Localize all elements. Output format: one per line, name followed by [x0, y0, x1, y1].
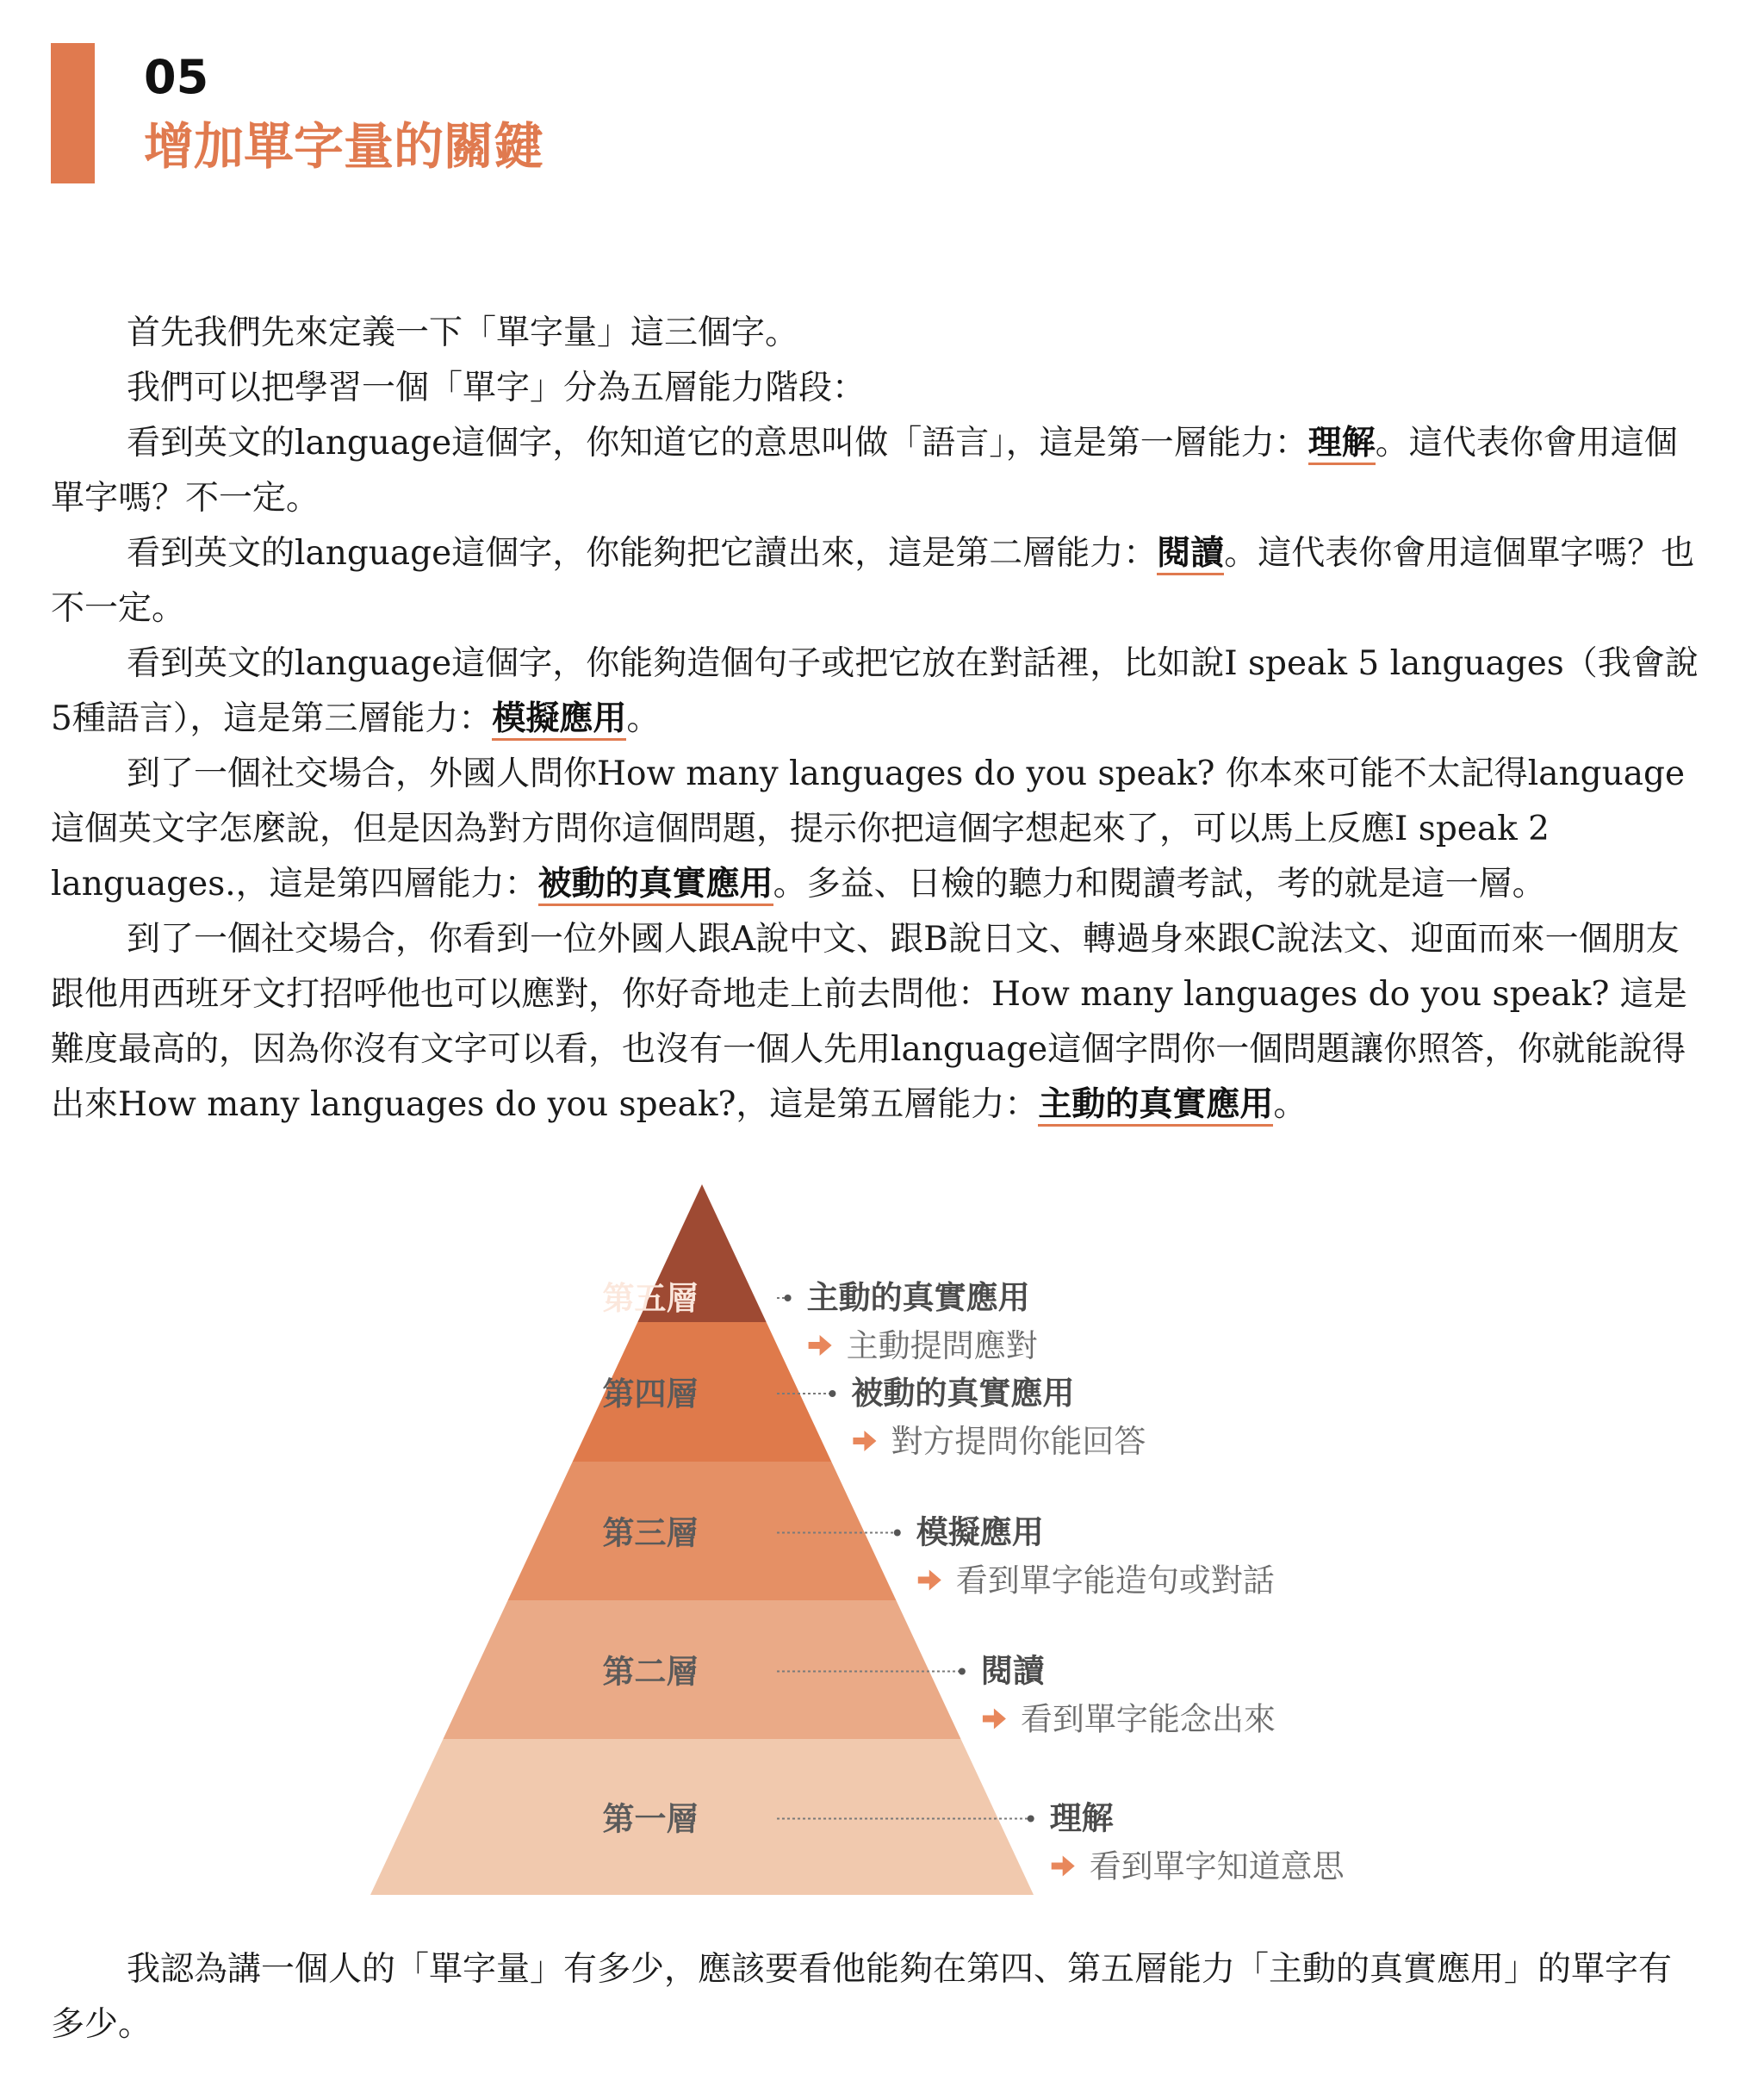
leader-dot-5	[785, 1295, 792, 1301]
pyramid-layer-3	[508, 1462, 897, 1600]
layer-label-1: 第一層	[602, 1800, 699, 1838]
paragraph-3-text: 看到英文的language這個字，你知道它的意思叫做「語言」，這是第一層能力：	[127, 424, 1308, 463]
body-text	[51, 306, 1705, 1133]
right-arrow-icon	[983, 1709, 1006, 1730]
pyramid-layer-2	[443, 1600, 960, 1739]
pyramid-diagram	[362, 1184, 1430, 1908]
right-arrow-icon	[853, 1431, 876, 1451]
paragraph-3	[51, 416, 1705, 526]
keyword-understand: 理解	[1308, 424, 1376, 465]
layer-title-1: 理解	[1049, 1799, 1114, 1837]
keyword-read: 閱讀	[1157, 534, 1224, 575]
layer-label-4: 第四層	[602, 1376, 699, 1413]
layer-label-3: 第三層	[602, 1514, 699, 1552]
paragraph-6-text: 到了一個社交場合，外國人問你How many languages do you speak? 你本來可能不太記得language這個英文字怎麼說，但是因為對方問你這個問題，提示你把這個字想起來了，可以馬上反應I speak 2 languages.，這是第四層能力：	[51, 755, 1686, 904]
paragraph-2: 我們可以把學習一個「單字」分為五層能力階段：	[127, 369, 866, 407]
layer-title-2: 閱讀	[980, 1652, 1045, 1690]
leader-dot-2	[959, 1668, 966, 1675]
paragraph-7-text: 到了一個社交場合，你看到一位外國人跟A說中文、跟B說日文、轉過身來跟C說法文、迎面而來一個朋友跟他用西班牙文打招呼他也可以應對，你好奇地走上前去問他：How many languages do you speak? 這是難度最高的，因為你沒有文字可以看，也沒有一個人先用language這個字問你一個問題讓你照答，你就能說得出來How many languages do you speak?，這是第五層能力：	[51, 920, 1687, 1124]
chapter-number: 05	[144, 50, 209, 104]
layer-title-4: 被動的真實應用	[851, 1375, 1075, 1412]
keyword-simulated-use: 模擬應用	[492, 699, 626, 741]
layer-label-2: 第二層	[602, 1653, 699, 1691]
layer-title-5: 主動的真實應用	[806, 1279, 1030, 1316]
right-arrow-icon	[918, 1570, 941, 1591]
pyramid-layer-1	[370, 1739, 1034, 1895]
pyramid-svg	[362, 1184, 1430, 1908]
paragraph-4-tail: 。這代表你會用這個單字嗎？也不一定。	[51, 534, 1695, 628]
right-arrow-icon	[809, 1335, 832, 1356]
conclusion-paragraph: 我認為講一個人的「單字量」有多少，應該要看他能夠在第四、第五層能力「主動的真實應用」的單字有多少。	[51, 1950, 1673, 2044]
leader-dot-1	[1028, 1816, 1034, 1823]
right-arrow-icon	[1052, 1856, 1075, 1877]
paragraph-4-text: 看到英文的language這個字，你能夠把它讀出來，這是第二層能力：	[127, 534, 1158, 573]
paragraph-1: 首先我們先來定義一下「單字量」這三個字。	[127, 314, 799, 352]
layer-desc-5: 主動提問應對	[846, 1327, 1038, 1364]
layer-title-3: 模擬應用	[916, 1513, 1044, 1551]
paragraph-5-text: 看到英文的language這個字，你能夠造個句子或把它放在對話裡，比如說I speak 5 languages（我會說5種語言），這是第三層能力：	[51, 644, 1699, 738]
layer-desc-1: 看到單字知道意思	[1089, 1847, 1345, 1885]
layer-desc-2: 看到單字能念出來	[1020, 1700, 1276, 1738]
leader-dot-3	[894, 1530, 901, 1537]
paragraph-7-tail: 。	[1273, 1085, 1307, 1124]
paragraph-7	[51, 912, 1705, 1133]
paragraph-4	[51, 526, 1705, 637]
keyword-active-use: 主動的真實應用	[1038, 1085, 1273, 1127]
paragraph-5	[51, 637, 1705, 747]
layer-desc-4: 對方提問你能回答	[891, 1423, 1146, 1460]
paragraph-6-tail: 。多益、日檢的聽力和閱讀考試，考的就是這一層。	[773, 865, 1546, 904]
paragraph-5-tail: 。	[626, 699, 661, 738]
leader-dot-4	[829, 1390, 835, 1397]
layer-desc-3: 看到單字能造句或對話	[955, 1562, 1275, 1599]
paragraph-3-tail: 。這代表你會用這個單字嗎？不一定。	[51, 424, 1678, 518]
layer-label-5: 第五層	[602, 1280, 699, 1317]
chapter-accent-bar	[51, 43, 95, 183]
paragraph-6	[51, 747, 1705, 912]
chapter-title: 增加單字量的關鍵	[144, 117, 544, 176]
keyword-passive-use: 被動的真實應用	[538, 865, 773, 906]
